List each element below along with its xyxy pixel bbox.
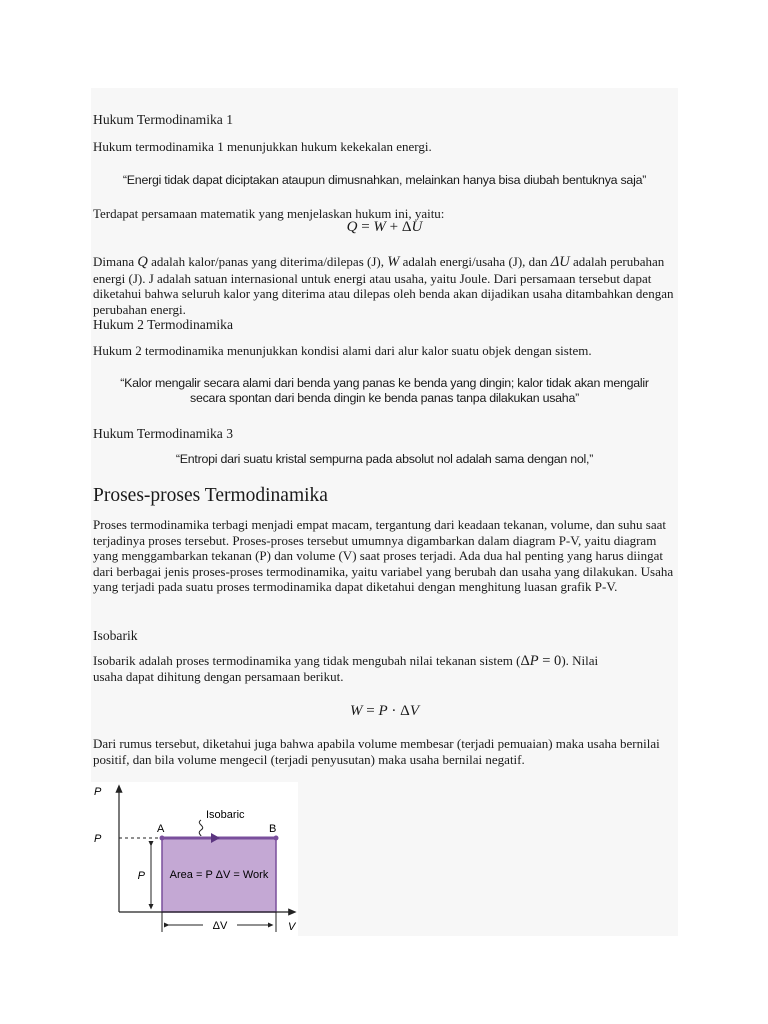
cond-eq: = 0 [538, 653, 562, 669]
eq2-equals: = [362, 703, 379, 719]
isobarik-body-line-1 [93, 653, 598, 670]
eq-equals: = [357, 219, 374, 235]
area-label: Area = P ΔV = Work [169, 869, 269, 881]
explain-prefix: Dimana [93, 254, 135, 269]
hukum-1-explanation [93, 254, 675, 317]
proses-body: Proses termodinamika terbagi menjadi empat macam, tergantung dari keadaan tekanan, volume, dan suhu saat terjadinya proses tersebut. Proses-proses tersebut umumnya digambarkan dalam diagram P-V, yaitu diagram yang menggambarkan tekanan (P) dan volume (V) saat proses terjadi. Ada dua hal penting yang harus diingat dari berbagai jenis proses-proses termodinamika, yaitu variabel yang berubah dan usaha yang dilakukan. Usaha yang terjadi pada suatu proses termodinamika dapat diketahui dengan menghitung luasan grafik P-V. [93, 517, 674, 595]
axis-p-label: P [94, 786, 102, 798]
delta-v-label: ΔV [212, 920, 228, 932]
hukum-1-intro: Hukum termodinamika 1 menunjukkan hukum kekekalan energi. [93, 139, 432, 154]
document-page [91, 88, 678, 936]
point-a-dot [160, 836, 165, 841]
eq2-delta: Δ [400, 703, 410, 719]
heading-proses: Proses-proses Termodinamika [93, 485, 328, 506]
hukum-1-lead: Terdapat persamaan matematik yang menjelaskan hukum ini, yaitu: [93, 206, 445, 221]
hukum-2-quote-line-2: secara spontan dari benda dingin ke benda panas tanpa dilakukan usaha” [190, 391, 579, 405]
point-b-dot [274, 836, 279, 841]
point-a-label: A [157, 823, 165, 835]
hukum-2-intro: Hukum 2 termodinamika menunjukkan kondisi alami dari alur kalor suatu objek dengan sistem. [93, 343, 592, 358]
eq2-v: V [409, 703, 419, 719]
eq-u: U [411, 219, 423, 235]
heading-isobarik: Isobarik [93, 628, 138, 643]
isobarik-conclusion: Dari rumus tersebut, diketahui juga bahwa apabila volume membesar (terjadi pemuaian) maka usaha bernilai positif, dan bila volume mengecil (terjadi penyusutan) maka usaha bernilai negatif. [93, 736, 660, 767]
explain-3: adalah [572, 254, 607, 269]
hukum-3-quote: “Entropi dari suatu kristal sempurna pada absolut nol adalah sama dengan nol,” [175, 452, 594, 466]
explain-var-du: ΔU [550, 254, 570, 270]
pv-diagram-svg [91, 782, 298, 936]
explain-var-q: Q [137, 254, 148, 270]
hukum-1-quote: “Energi tidak dapat diciptakan ataupun dimusnahkan, melainkan hanya bisa diubah bentuknya saja” [122, 173, 647, 187]
cond-p: P [529, 653, 539, 669]
eq2-p: P [378, 703, 388, 719]
axis-v-label: V [288, 921, 296, 933]
eq-delta: Δ [401, 219, 412, 235]
equation-isobaric-work [91, 703, 678, 720]
eq2-w: W [350, 703, 363, 719]
explain-rest: perubahan energi (J). J adalah satuan internasional untuk energi atau usaha, yaitu Joule. Dari persamaan tersebut dapat diketahui bahwa seluruh kalor yang diterima atau dilepas oleh benda akan dijadikan usaha ditambahkan dengan perubahan energi. [93, 254, 674, 317]
isobarik-body-prefix: Isobarik adalah proses termodinamika yang tidak mengubah nilai tekanan sistem ( [93, 653, 521, 668]
hukum-2-quote-line-1: “Kalor mengalir secara alami dari benda yang panas ke benda yang dingin; kalor tidak akan mengalir [120, 376, 649, 390]
eq-w: W [373, 219, 386, 235]
isobaric-leader [199, 820, 203, 836]
heading-hukum-3: Hukum Termodinamika 3 [93, 426, 233, 441]
explain-var-w: W [387, 254, 400, 270]
equation-first-law [91, 219, 678, 236]
explain-2: adalah energi/usaha (J), dan [402, 254, 548, 269]
heading-hukum-1: Hukum Termodinamika 1 [93, 112, 233, 127]
heading-hukum-2: Hukum 2 Termodinamika [93, 317, 233, 332]
isobarik-body-suffix: ). Nilai [561, 653, 599, 668]
eq-plus: + [385, 219, 402, 235]
eq-q: Q [346, 219, 358, 235]
cond-delta: Δ [520, 653, 530, 669]
p-height-label: P [137, 870, 145, 882]
p-tick-label: P [94, 833, 102, 845]
pv-diagram [91, 782, 298, 936]
explain-1: adalah kalor/panas yang diterima/dilepas (J), [151, 254, 384, 269]
isobaric-label: Isobaric [206, 809, 245, 821]
eq2-dot: · [387, 703, 401, 719]
isobarik-body-line-2: usaha dapat dihitung dengan persamaan berikut. [93, 669, 344, 684]
point-b-label: B [269, 823, 277, 835]
